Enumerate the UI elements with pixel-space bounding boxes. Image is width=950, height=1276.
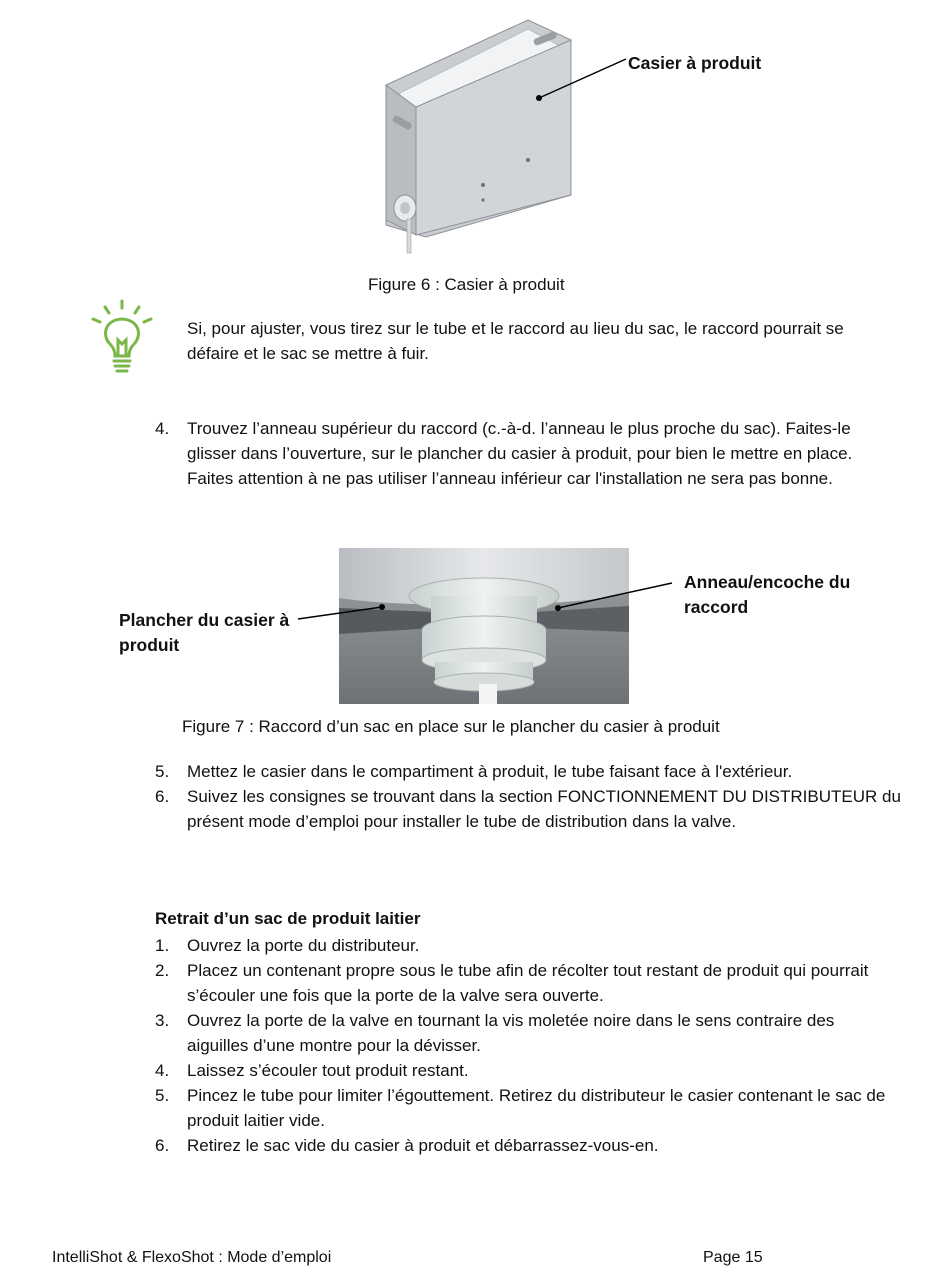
figure6-caption: Figure 6 : Casier à produit [368,275,565,294]
removal-steps-list [155,933,900,1158]
callout-ring: Anneau/encoche du raccord [684,572,851,617]
callout-line-floor [296,598,388,624]
figure7-caption: Figure 7 : Raccord d’un sac en place sur le plancher du casier à produit [182,717,720,736]
fitting-photo [339,548,629,704]
product-bin-illustration [378,15,578,255]
callout-line-ring [553,580,675,614]
section-heading: Retrait d’un sac de produit laitier [155,909,421,928]
list-item: 4. Trouvez l’anneau supérieur du raccord (c.-à-d. l’anneau le plus proche du sac). Faites-le glisser dans l’ouverture, sur le plancher du casier à produit, pour bien le mettre en place. Faites attention à ne pas utiliser l’anneau inférieur car l'installation ne sera pas bonne. [155,419,853,488]
list-item: 5. Mettez le casier dans le compartiment à produit, le tube faisant face à l'extérieur. [155,762,793,781]
callout-product-bin: Casier à produit [628,53,762,73]
lightbulb-icon [88,298,156,376]
tip-text: Si, pour ajuster, vous tirez sur le tube et le raccord au lieu du sac, le raccord pourrait se défaire et le sac se mettre à fuir. [187,319,844,363]
callout-floor: Plancher du casier à produit [119,610,290,655]
list-item: 6. Retirez le sac vide du casier à produit et débarrassez-vous-en. [155,1136,659,1155]
list-item: 6. Suivez les consignes se trouvant dans la section FONCTIONNEMENT DU DISTRIBUTEUR du présent mode d’emploi pour installer le tube de distribution dans la valve. [155,787,901,831]
steps-list-a [155,416,900,491]
list-item: 2. Placez un contenant propre sous le tube afin de récolter tout restant de produit qui pourrait s’écouler une fois que la porte de la valve sera ouverte. [155,961,869,1005]
list-item: 5. Pincez le tube pour limiter l’égouttement. Retirez du distributeur le casier contenant le sac de produit laitier vide. [155,1086,886,1130]
footer-title: IntelliShot & FlexoShot : Mode d’emploi [52,1249,332,1266]
steps-list-b [155,759,905,834]
list-item: 3. Ouvrez la porte de la valve en tournant la vis moletée noire dans le sens contraire des aiguilles d’une montre pour la dévisser. [155,1011,835,1055]
callout-line-fig6 [530,55,630,105]
page-number: Page 15 [703,1249,763,1266]
list-item: 1. Ouvrez la porte du distributeur. [155,936,420,955]
list-item: 4. Laissez s’écouler tout produit restant. [155,1061,469,1080]
